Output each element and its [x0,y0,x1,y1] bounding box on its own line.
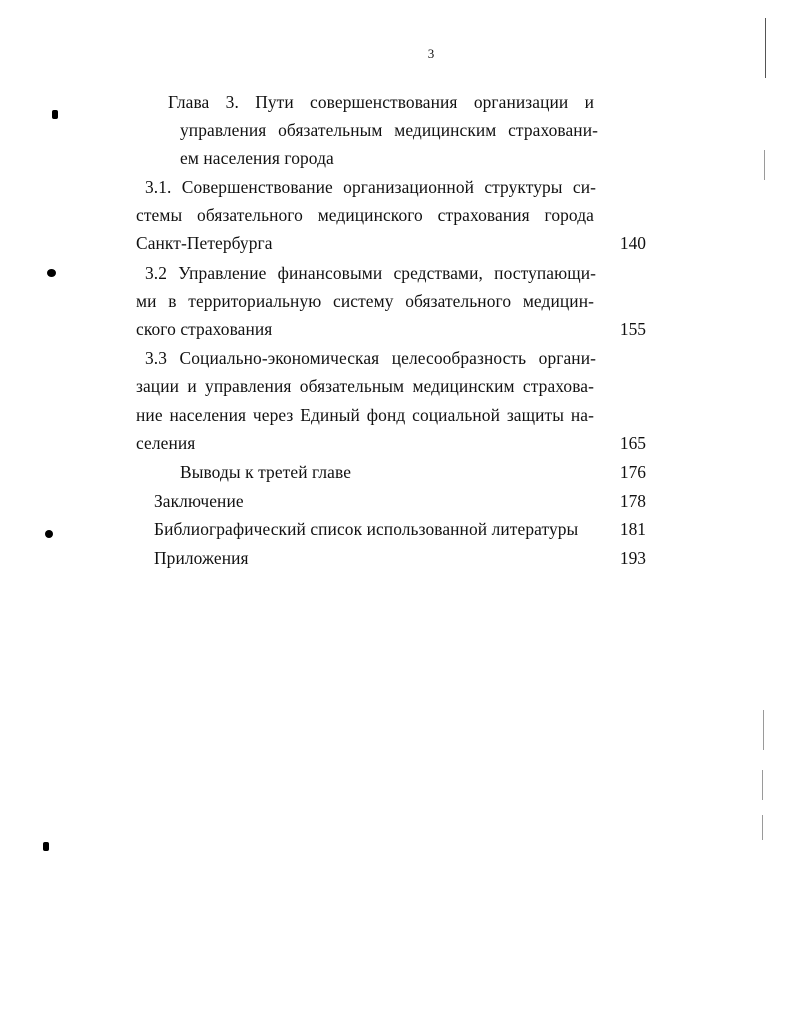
scan-edge-line [762,770,763,800]
toc-3-1-line-3: Санкт-Петербурга [136,233,273,253]
binder-hole-mark [43,842,49,851]
toc-3-2-line-1: 3.2 Управление финансовыми средствами, поступающи- [145,263,596,283]
toc-appendices: Приложения [154,548,249,568]
toc-conclusions-chapter-3-page: 176 [619,462,646,482]
toc-3-3-line-4: селения [136,433,196,453]
toc-3-2-line-3: ского страхования [136,319,273,339]
toc-3-1-line-1: 3.1. Совершенствование организационной структуры си- [145,177,596,197]
toc-3-1-page: 140 [619,233,646,253]
toc-3-3-line-1: 3.3 Социально-экономическая целесообразность органи- [145,348,596,368]
scan-edge-line [764,150,765,180]
scan-edge-line [765,18,766,78]
binder-hole-mark [52,110,58,119]
toc-3-2-page: 155 [619,319,646,339]
toc-bibliography-page: 181 [619,519,646,539]
binder-hole-mark [47,269,56,277]
toc-3-3-page: 165 [619,433,646,453]
scan-edge-line [762,815,763,840]
toc-appendices-page: 193 [619,548,646,568]
toc-conclusions-chapter-3: Выводы к третей главе [180,462,352,482]
chapter-title-line-3: ем населения города [180,148,334,168]
chapter-title-line-1: Глава 3. Пути совершенствования организации и [168,92,594,112]
toc-conclusion: Заключение [154,491,244,511]
binder-hole-mark [45,530,53,538]
toc-3-3-line-3: ние населения через Единый фонд социальной защиты на- [136,405,594,425]
toc-3-3-line-2: зации и управления обязательным медицинским страхова- [136,376,594,396]
page-number: 3 [427,46,435,61]
toc-3-2-line-2: ми в территориальную систему обязательного медицин- [136,291,594,311]
scan-edge-line [763,710,764,750]
toc-conclusion-page: 178 [619,491,646,511]
chapter-title-line-2: управления обязательным медицинским страховани- [180,120,598,140]
toc-3-1-line-2: стемы обязательного медицинского страхования города [136,205,594,225]
toc-bibliography: Библиографический список использованной литературы [154,519,579,539]
